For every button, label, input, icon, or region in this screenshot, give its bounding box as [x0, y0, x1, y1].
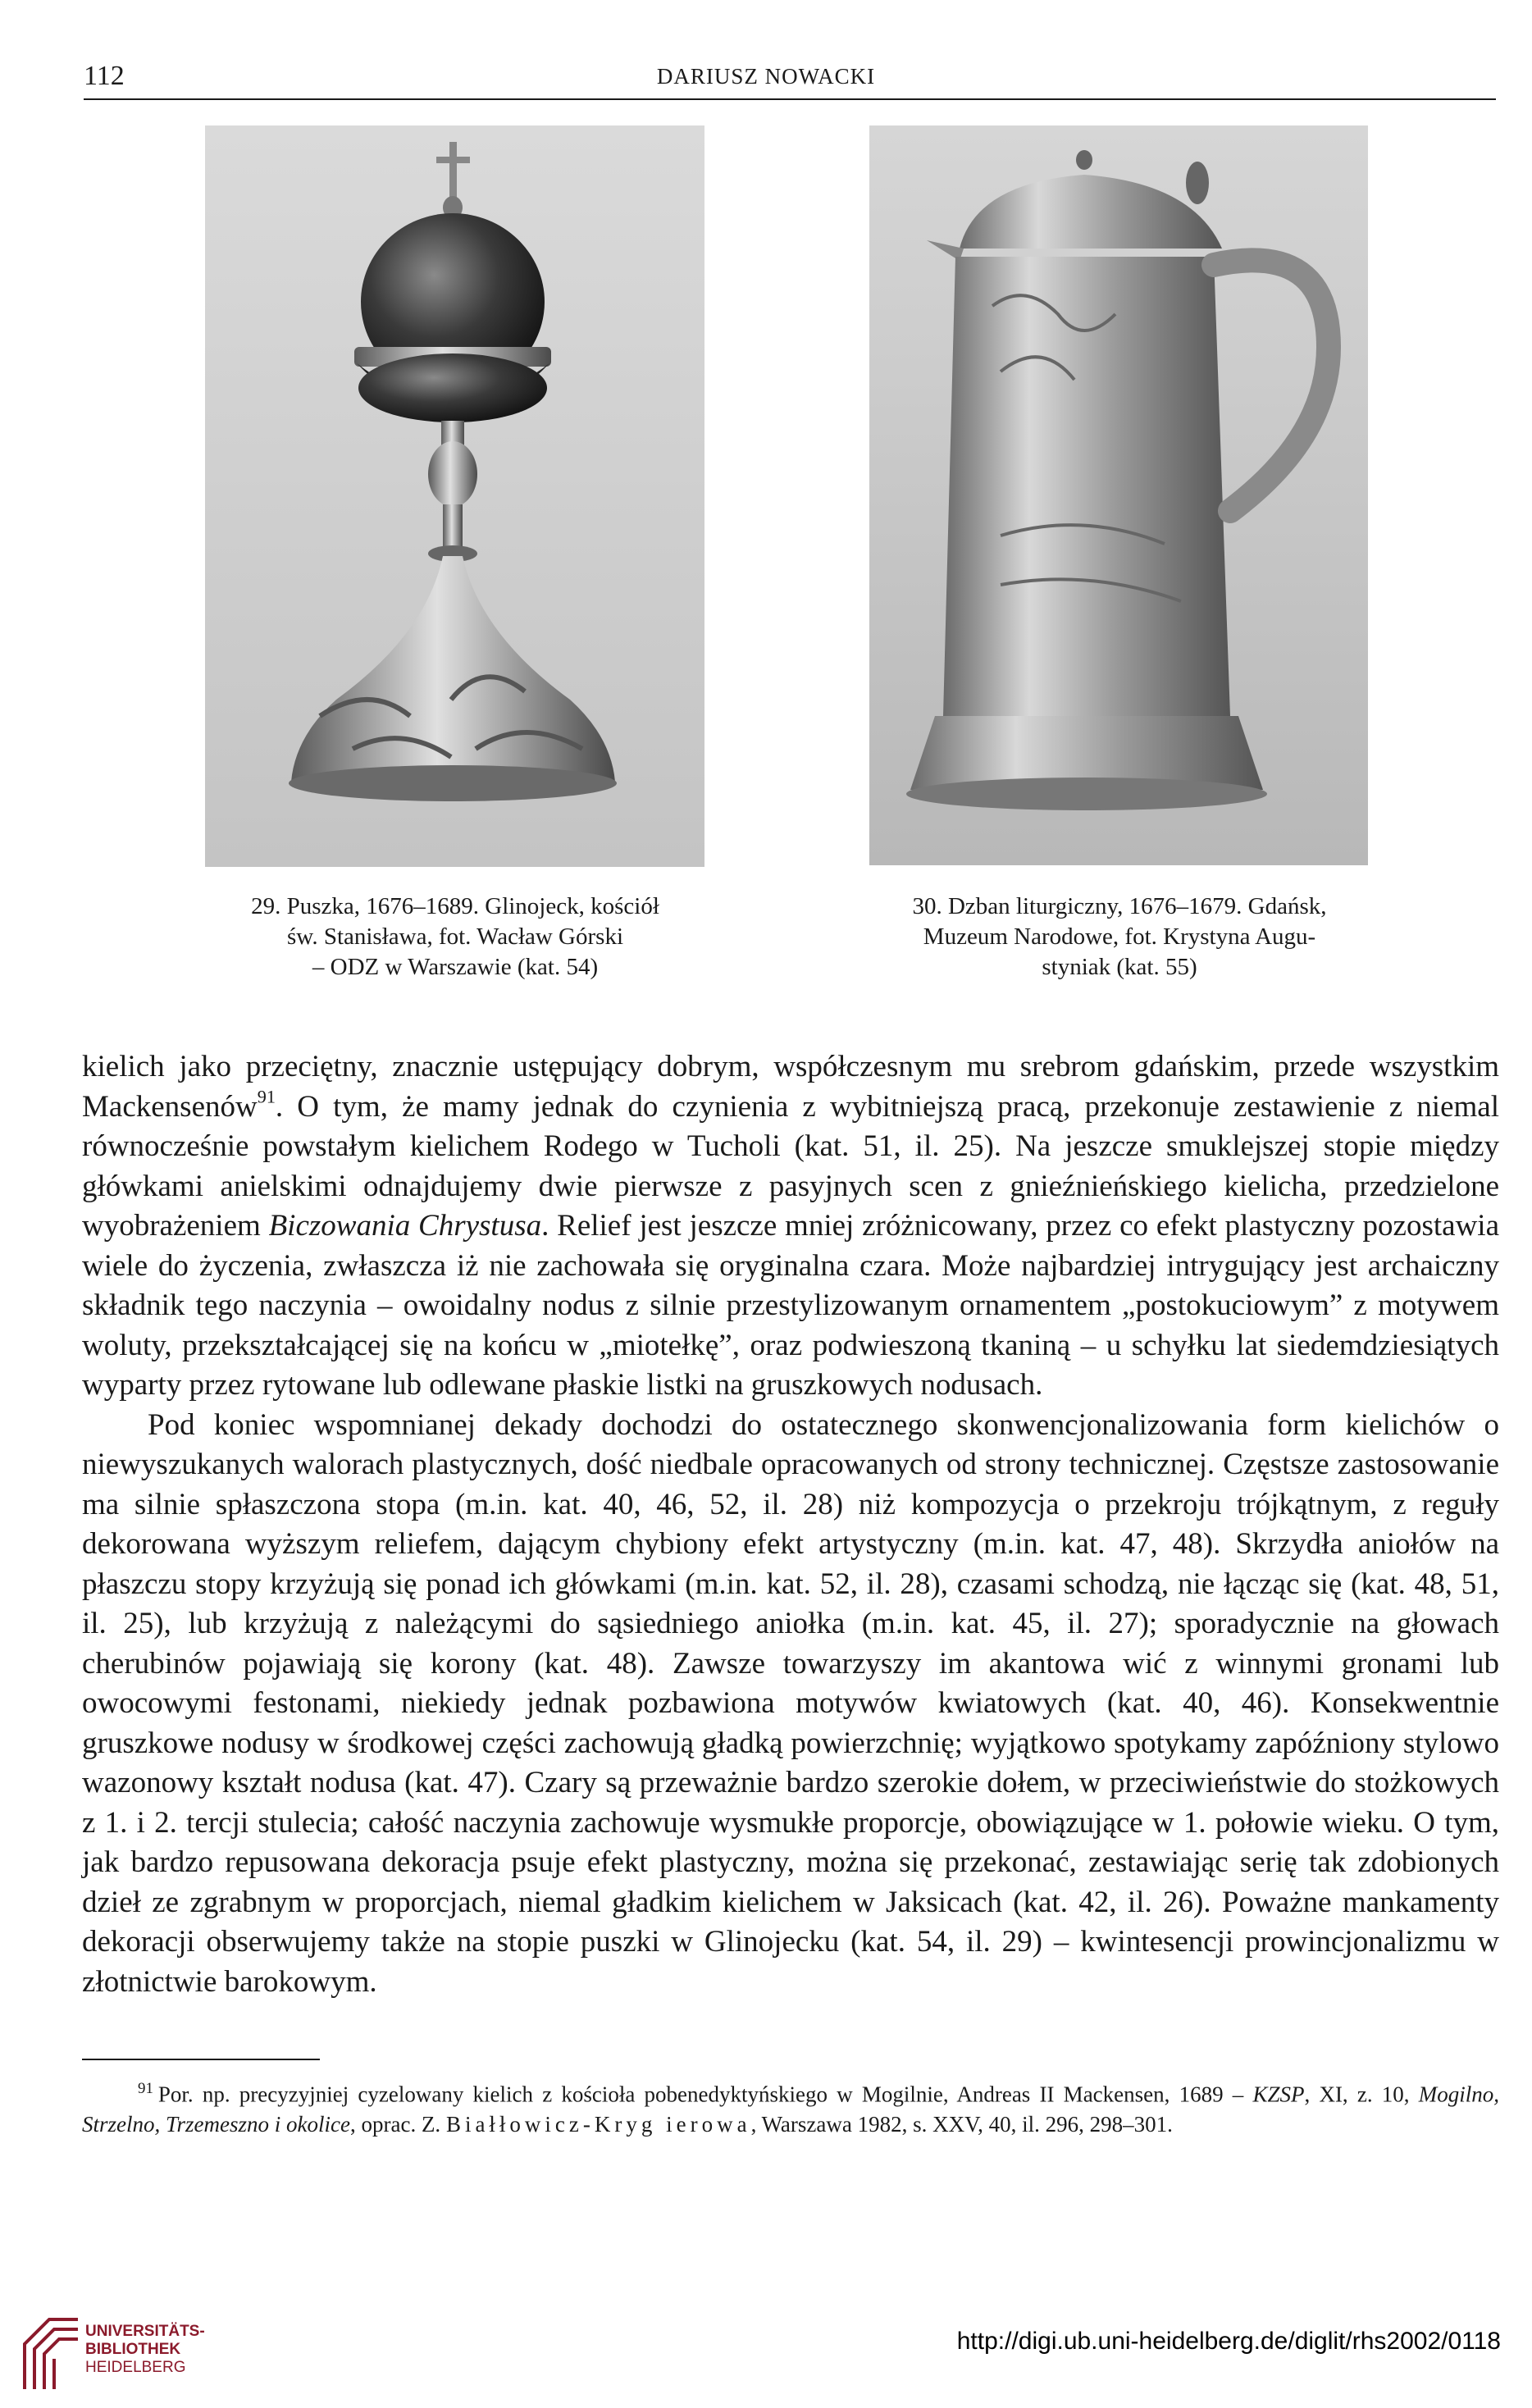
footnote-text-c: , oprac. Z.	[349, 2112, 446, 2137]
logo-line: HEIDELBERG	[85, 2359, 186, 2376]
library-logo-text	[85, 2323, 205, 2377]
footnote-rule	[82, 2059, 320, 2060]
footnote-number: 91	[138, 2080, 153, 2097]
paragraph-1	[82, 1047, 1499, 1406]
caption-line: Muzeum Narodowe, fot. Krystyna Augu-	[923, 924, 1316, 950]
figure-29-caption	[189, 892, 722, 983]
footnote-ref-91[interactable]: 91	[257, 1085, 276, 1106]
running-head: DARIUSZ NOWACKI	[656, 64, 876, 89]
caption-line: – ODZ w Warszawie (kat. 54)	[312, 954, 599, 980]
footnote-italic-kzsp: KZSP	[1252, 2082, 1305, 2107]
footnote-text-a: Por. np. precyzyjniej cyzelowany kielich z kościoła pobenedyktyńskiego w Mogilnie, Andreas II Mackensen, 1689 –	[157, 2082, 1253, 2107]
caption-line: św. Stanisława, fot. Wacław Górski	[286, 924, 624, 950]
footnote-author-spaced: Białłowicz-Kryg ierowa	[445, 2112, 751, 2137]
footnote-italic-title: Mogilno, Strzelno, Trzemeszno i okolice	[82, 2082, 1499, 2137]
header-rule	[84, 98, 1496, 100]
source-url-link[interactable]: http://digi.ub.uni-heidelberg.de/diglit/rhs2002/0118	[956, 2328, 1501, 2355]
logo-line: UNIVERSITÄTS-	[85, 2323, 205, 2340]
paragraph-1-part-b: . O tym, że mamy jednak do czynienia z wybitniejszą pracą, przekonuje zestawienie z niemal równocześnie powstałym kielichem Rodego w Tucholi (kat. 51, il. 25). Na jeszcze smuklejszej stopie między główkami anielskimi odnajdujemy dwie pierwsze z pasyjnych scen z gnieźnieńskiego kielicha, przedzielone wyobrażeniem	[82, 1089, 1499, 1243]
logo-line: BIBLIOTHEK	[85, 2341, 181, 2358]
footnote-91	[82, 2073, 1499, 2140]
italic-title: Biczowania Chrystusa	[268, 1209, 542, 1243]
paragraph-1-part-c: . Relief jest jeszcze mniej zróżnicowany, przez co efekt plastyczny pozostawia wiele do życzenia, zwłaszcza iż nie zachowała się oryginalna czara. Może najbardziej intrygujący jest archaiczny składnik tego naczynia – owoidalny nodus z silnie przestylizowanym ornamentem „postokuciowym” z motywem woluty, przekształcającej się na końcu w „miotełkę”, oraz podwieszoną tkaniną – u schyłku lat siedemdziesiątych wyparty przez rytowane lub odlewane płaskie listki na gruszkowych nodusach.	[82, 1209, 1499, 1402]
figure-30-caption	[853, 892, 1386, 983]
photo-liturgical-jug	[869, 125, 1368, 865]
paragraph-2: Pod koniec wspomnianej dekady dochodzi do ostatecznego skonwencjonalizowania form kielichów o niewyszukanych walorach plastycznych, dość niedbale opracowanych od strony technicznej. Częstsze zastosowanie ma silnie spłaszczona stopa (m.in. kat. 40, 46, 52, il. 28) niż kompozycja o przekroju trójkątnym, z reguły dekorowana wyższym reliefem, dającym chybiony efekt artystyczny (m.in. kat. 47, 48). Skrzydła aniołów na płaszczu stopy krzyżują się ponad ich główkami (m.in. kat. 52, il. 28), czasami schodzą, nie łącząc się (kat. 48, 51, il. 25), lub krzyżują z należącymi do sąsiedniego aniołka (m.in. kat. 45, il. 27); sporadycznie na głowach cherubinów pojawiają się korony (kat. 48). Zawsze towarzyszy im akantowa wić z winnymi gronami lub owocowymi festonami, niekiedy jednak pozbawiona motywów kwiatowych (kat. 40, 46). Konsekwentnie gruszkowe nodusy w środkowej części zachowują gładką powierzchnię; wyjątkowo spotykamy zapóźniony stylowo wazonowy kształt nodusa (kat. 47). Czary są przeważnie bardzo szerokie dołem, w przeciwieństwie do stożkowych z 1. i 2. tercji stulecia; całość naczynia zachowuje wysmukłe proporcje, obowiązujące w 1. połowie wieku. O tym, jak bardzo repusowana dekoracja psuje efekt plastyczny, można się przekonać, zestawiając serię tak zdobionych dzieł ze zgrabnym w proporcjach, niemal gładkim kielichem w Jaksicach (kat. 42, il. 26). Poważne mankamenty dekoracji obserwujemy także na stopie puszki w Glinojecku (kat. 54, il. 29) – kwintesencji prowincjonalizmu w złotnictwie barokowym.	[82, 1407, 1499, 1999]
footnote-text-d: , Warszawa 1982, s. XXV, 40, il. 296, 298–301.	[750, 2112, 1173, 2137]
paragraph-1-part-a: kielich jako przeciętny, znacznie ustępujący dobrym, współczesnym mu srebrom gdańskim, przede wszystkim Mackensenów	[82, 1050, 1499, 1124]
body-text	[82, 1047, 1499, 2002]
caption-line: 30. Dzban liturgiczny, 1676–1679. Gdańsk,	[912, 893, 1327, 919]
footnote-text-b: , XI, z. 10,	[1304, 2082, 1419, 2107]
photo-ciborium	[205, 125, 704, 867]
page-number: 112	[84, 61, 125, 91]
caption-line: 29. Puszka, 1676–1689. Glinojeck, kościół	[251, 893, 659, 919]
caption-line: styniak (kat. 55)	[1042, 954, 1197, 980]
